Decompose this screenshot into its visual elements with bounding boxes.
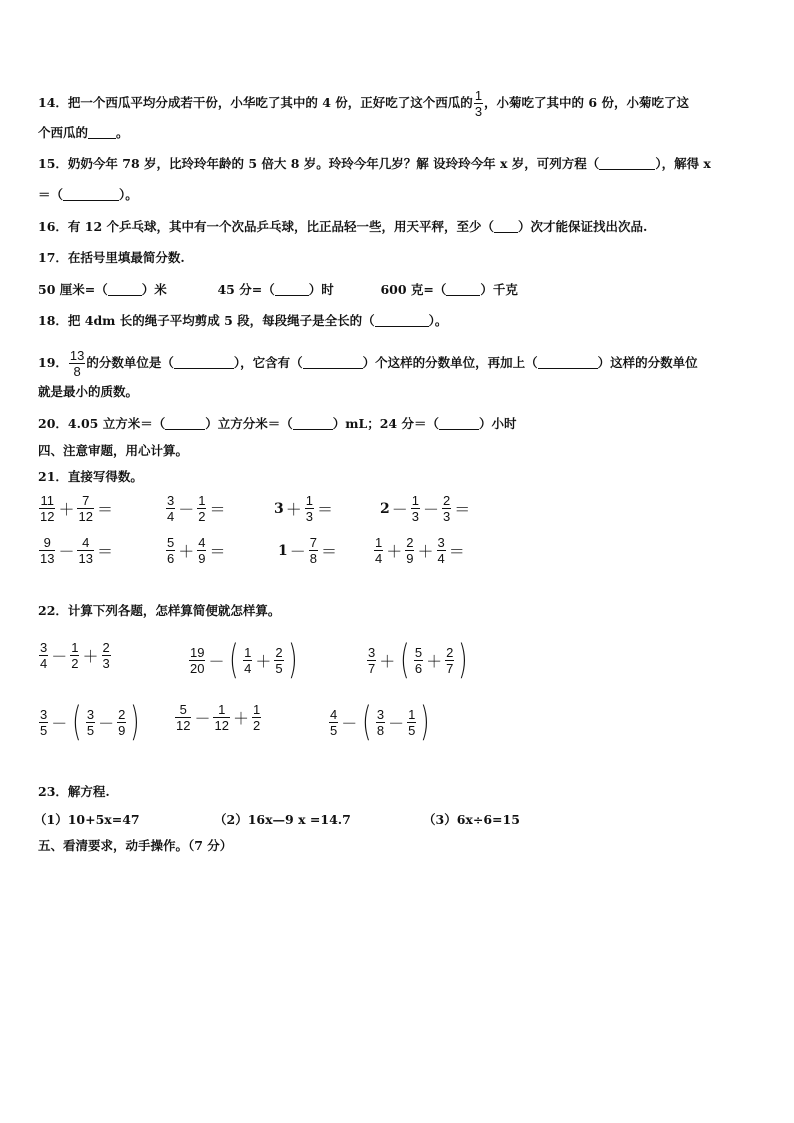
q21-expr-2: $\frac{3}{4}$ － $\frac{1}{2}$ ＝ (167, 493, 226, 524)
q16-text-a: 16．有 12 个乒乓球，其中有一个次品乒乓球，比正品轻一些，用天平秤，至少（ (38, 219, 494, 234)
question-17-items (38, 282, 518, 298)
q21-expr-3: 3 ＋ $\frac{1}{3}$ ＝ (274, 493, 334, 524)
answer-blank[interactable] (88, 126, 116, 139)
question-19-line2: 就是最小的质数。 (38, 384, 139, 399)
question-15-line2 (38, 187, 138, 203)
answer-blank[interactable] (538, 356, 598, 369)
answer-blank[interactable] (165, 417, 205, 430)
q19-text-a: 19． (38, 355, 68, 370)
answer-blank[interactable] (439, 417, 479, 430)
question-14-line1 (38, 88, 689, 119)
q23-equation-3: （3）6x÷6=15 (423, 812, 520, 827)
question-18 (38, 313, 447, 329)
question-22-title: 22．计算下列各题，怎样算简便就怎样算。 (38, 603, 281, 618)
answer-blank[interactable] (375, 314, 429, 327)
question-16 (38, 219, 647, 235)
question-14-line2 (38, 125, 129, 141)
frac-den: 8 (73, 364, 81, 379)
q22-expr-1: $\frac{3}{4}$ － $\frac{1}{2}$ ＋ $\frac{2}{3}$ (40, 640, 110, 671)
q17-item3-a: 600 克=（ (380, 282, 447, 297)
q20-text-d: ）小时 (478, 416, 517, 431)
answer-blank[interactable] (174, 356, 234, 369)
q19-text-d: ）个这样的分数单位，再加上（ (362, 355, 538, 370)
q21-expr-8: $\frac{1}{4}$ ＋ $\frac{2}{9}$ ＋ $\frac{3}{4}$ ＝ (375, 535, 465, 566)
q14-fraction (474, 88, 483, 119)
frac-num: 13 (69, 348, 85, 363)
frac-num: 1 (474, 88, 483, 103)
q19-fraction (69, 348, 85, 379)
q21-expr-4: 2 － $\frac{1}{3}$ － $\frac{2}{3}$ ＝ (380, 493, 471, 524)
answer-blank[interactable] (275, 283, 309, 296)
q18-text-a: 18．把 4dm 长的绳子平均剪成 5 段，每段绳子是全长的（ (38, 313, 375, 328)
q18-text-b: ）。 (428, 313, 448, 328)
q22-expr-4: $\frac{3}{5}$ － ( $\frac{3}{5}$ － $\frac{2}{9}$ ) (40, 699, 140, 745)
q22-expr-3: $\frac{3}{7}$ ＋ ( $\frac{5}{6}$ ＋ $\frac{2}{7}$ ) (368, 637, 468, 683)
question-17-title: 17．在括号里填最简分数. (38, 250, 185, 265)
q15-text-d: ）。 (119, 187, 138, 202)
question-15-line1 (38, 156, 711, 172)
answer-blank[interactable] (293, 417, 333, 430)
answer-blank[interactable] (599, 157, 655, 170)
q20-text-a: 20．4.05 立方米＝（ (38, 416, 166, 431)
q19-text-b: 的分数单位是（ (86, 355, 174, 370)
q22-expr-5: $\frac{5}{12}$ － $\frac{1}{12}$ ＋ $\frac{1}{2}$ (176, 702, 261, 733)
q14-text-b: ，小菊吃了其中的 6 份，小菊吃了这 (484, 95, 689, 110)
q14-text-d: 。 (116, 125, 129, 140)
question-20 (38, 416, 517, 432)
q15-text-c: ＝（ (38, 187, 64, 202)
q21-expr-5: $\frac{9}{13}$ － $\frac{4}{13}$ ＝ (40, 535, 113, 566)
answer-blank[interactable] (63, 188, 119, 201)
section-5-heading: 五、看清要求，动手操作。（7 分） (38, 838, 233, 853)
q21-expr-7: 1 － $\frac{7}{8}$ ＝ (278, 535, 338, 566)
q15-text-a: 15．奶奶今年 78 岁，比玲玲年龄的 5 倍大 8 岁。玲玲今年几岁？解 设玲玲今年 x 岁，可列方程（ (38, 156, 600, 171)
answer-blank[interactable] (303, 356, 363, 369)
question-23-title: 23．解方程. (38, 784, 110, 799)
answer-blank[interactable] (108, 283, 142, 296)
q22-expr-2: $\frac{19}{20}$ － ( $\frac{1}{4}$ ＋ $\frac{2}{5}$ ) (190, 637, 298, 683)
answer-blank[interactable] (494, 220, 518, 233)
q20-text-b: ）立方分米＝（ (205, 416, 293, 431)
q17-item2-a: 45 分=（ (217, 282, 275, 297)
q15-text-b: ），解得 x (655, 156, 711, 171)
q16-text-b: ）次才能保证找出次品. (518, 219, 648, 234)
question-19-line1 (38, 348, 698, 379)
q17-item1-a: 50 厘米=（ (38, 282, 108, 297)
section-4-heading: 四、注意审题，用心计算。 (38, 443, 189, 458)
answer-blank[interactable] (446, 283, 480, 296)
question-21-title: 21．直接写得数。 (38, 469, 143, 484)
q23-equation-1: （1）10+5x=47 (34, 812, 140, 827)
q21-expr-1: $\frac{11}{12}$ ＋ $\frac{7}{12}$ ＝ (40, 493, 113, 524)
q14-text-c: 个西瓜的 (38, 125, 89, 140)
q23-equation-2: （2）16x—9 x =14.7 (214, 812, 351, 827)
q19-text-e: ）这样的分数单位 (597, 355, 698, 370)
q17-item2-b: ）时 (308, 282, 334, 297)
q22-expr-6: $\frac{4}{5}$ － ( $\frac{3}{8}$ － $\frac{1}{5}$ ) (330, 699, 430, 745)
q21-expr-6: $\frac{5}{6}$ ＋ $\frac{4}{9}$ ＝ (167, 535, 226, 566)
q20-text-c: ）mL；24 分＝（ (332, 416, 439, 431)
q17-item1-b: ）米 (141, 282, 167, 297)
q19-text-c: ），它含有（ (233, 355, 303, 370)
frac-den: 3 (474, 104, 483, 119)
q14-text-a: 14．把一个西瓜平均分成若干份，小华吃了其中的 4 份，正好吃了这个西瓜的 (38, 95, 473, 110)
q17-item3-b: ）千克 (480, 282, 518, 297)
